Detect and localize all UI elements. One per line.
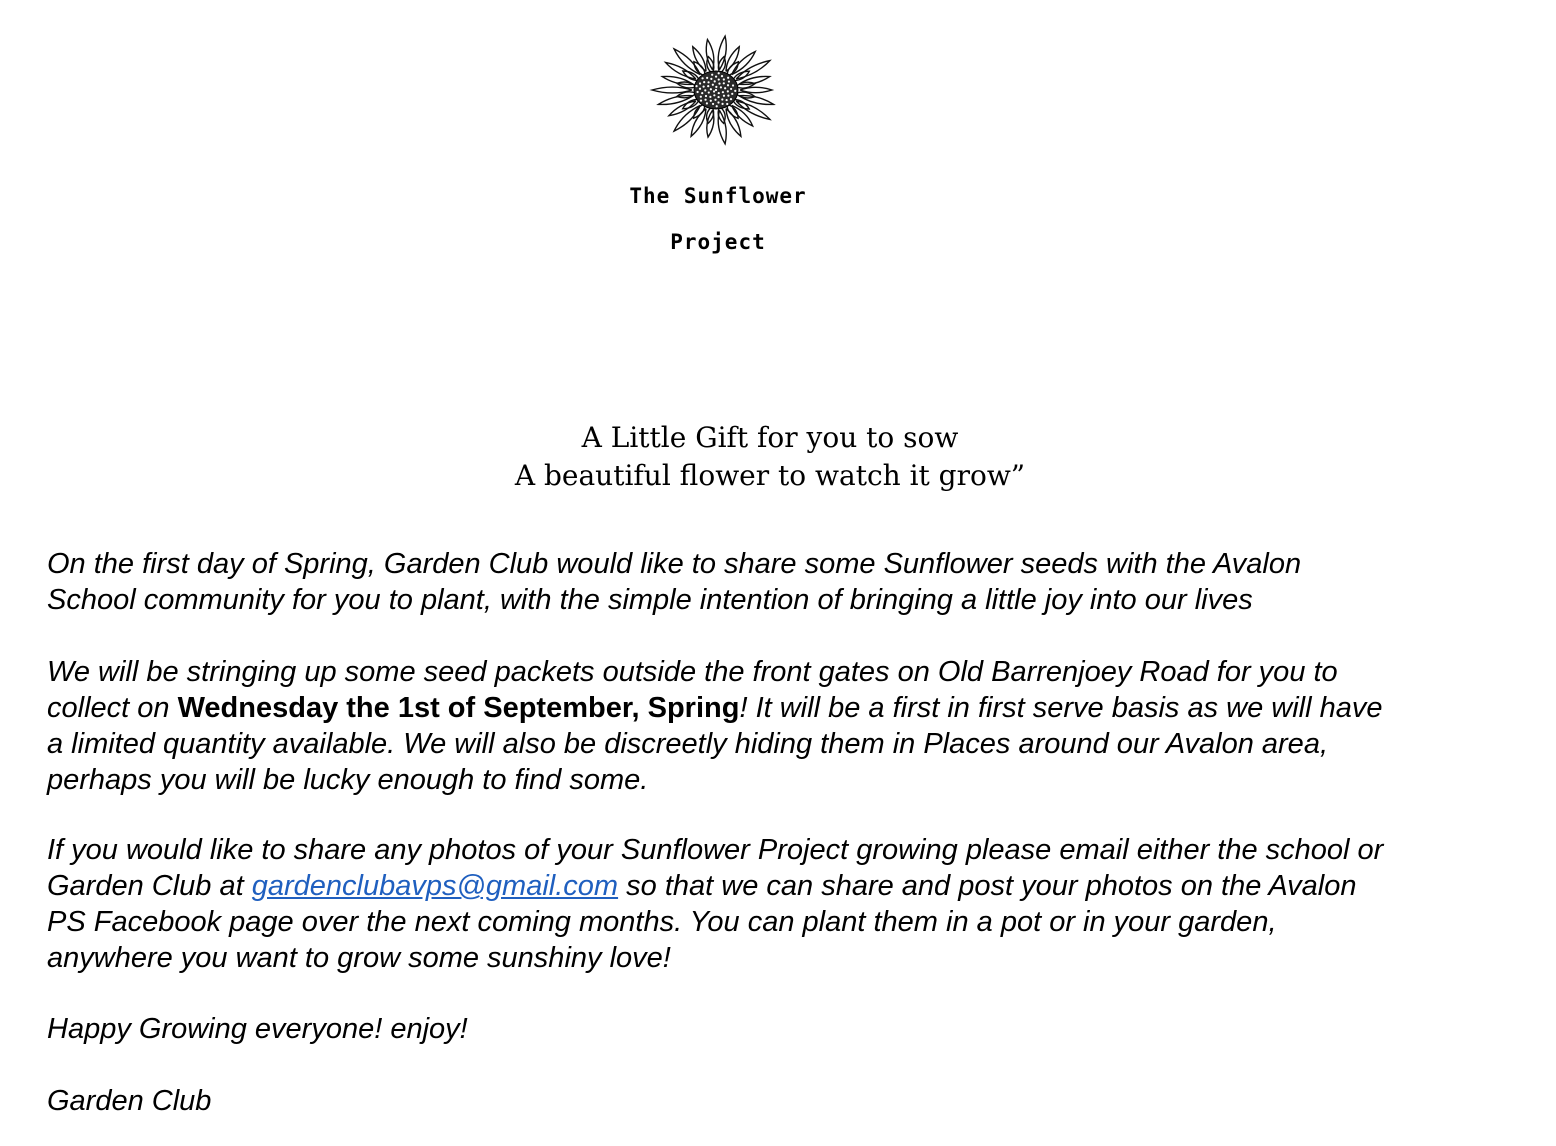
sunflower-seed (732, 84, 734, 86)
sunflower-seed (718, 72, 720, 74)
collection-line-1: We will be stringing up some seed packets outside the front gates on Old Barrenjoey Road for you to (47, 656, 1338, 688)
sunflower-seed (721, 103, 723, 105)
sunflower-seed (718, 92, 720, 94)
sunflower-seed (721, 98, 723, 100)
sunflower-seed (717, 96, 719, 98)
sunflower-seed (715, 89, 717, 91)
sunflower-seed (722, 91, 724, 93)
brand-title-line2: Project (670, 230, 766, 254)
sunflower-seed (713, 90, 715, 92)
sunflower-seed (723, 82, 725, 84)
photos-line-4: anywhere you want to grow some sunshiny love! (47, 942, 671, 974)
sunflower-seed (703, 86, 705, 88)
photos-line-2-start: Garden Club at (47, 870, 252, 902)
sunflower-icon (642, 30, 790, 152)
sunflower-seed (699, 82, 701, 84)
sunflower-seed (714, 80, 716, 82)
sunflower-seed (707, 85, 709, 87)
sunflower-seed (704, 99, 706, 101)
sunflower-seed (723, 95, 725, 97)
collection-line-3: a limited quantity available. We will also be discreetly hiding them in Places around our Avalon area, (47, 728, 1328, 760)
sunflower-seed (734, 90, 736, 92)
closing-line: Happy Growing everyone! enjoy! (47, 1013, 468, 1045)
collection-line-4: perhaps you will be lucky enough to find some. (47, 764, 649, 796)
sunflower-seed (711, 74, 713, 76)
sunflower-seed (710, 78, 712, 80)
intro-line-2: School community for you to plant, with the simple intention of bringing a little joy into our lives (47, 584, 1253, 616)
collection-paragraph (47, 654, 1527, 798)
sunflower-seed (704, 89, 706, 91)
sunflower-seed (728, 80, 730, 82)
sunflower-seed (710, 88, 712, 90)
sunflower-petal (726, 109, 741, 137)
sunflower-seed (710, 100, 712, 102)
sunflower-seed (730, 98, 732, 100)
sunflower-seed (727, 77, 729, 79)
sunflower-seed (718, 82, 720, 84)
sunflower-seed (712, 103, 714, 105)
sunflower-seed (695, 85, 697, 87)
sunflower-seed (724, 87, 726, 89)
sunflower-seed (718, 78, 720, 80)
sunflower-seed (715, 75, 717, 77)
sunflower-seed (699, 88, 701, 90)
collection-line-2-start: collect on (47, 692, 178, 724)
collection-line-2 (47, 690, 1527, 726)
intro-paragraph (47, 546, 1527, 618)
photos-paragraph (47, 832, 1527, 976)
sunflower-petal (691, 109, 706, 137)
email-link[interactable]: gardenclubavps@gmail.com (251, 870, 619, 902)
photos-line-1: If you would like to share any photos of your Sunflower Project growing please email either the school or (47, 834, 1384, 866)
collection-line-2-end: ! It will be a first in first serve basis as we will have (739, 692, 1383, 724)
sunflower-seed (703, 81, 705, 83)
sunflower-seed (700, 100, 702, 102)
intro-line-1: On the first day of Spring, Garden Club would like to share some Sunflower seeds with the Avalon (47, 548, 1302, 580)
sunflower-seed (727, 90, 729, 92)
sunflower-seed (712, 84, 714, 86)
sunflower-inner-petal (694, 104, 705, 118)
sunflower-seed (696, 91, 698, 93)
sunflower-seed (726, 99, 728, 101)
sunflower-inner-petal (727, 104, 738, 118)
photos-line-2-end: so that we can share and post your photos on the Avalon (618, 870, 1357, 902)
sunflower-seed (706, 77, 708, 79)
photos-line-2 (47, 868, 1527, 904)
sunflower-seed (727, 84, 729, 86)
sunflower-seed (708, 91, 710, 93)
sunflower-seed (707, 81, 709, 83)
sunflower-seed (720, 86, 722, 88)
sunflower-seed (715, 86, 717, 88)
sunflower-seed (717, 101, 719, 103)
sunflower-inner-petal (727, 62, 738, 76)
sunflower-seed (731, 93, 733, 95)
closing-paragraph (47, 1011, 1527, 1047)
sunflower-seed (721, 75, 723, 77)
sunflower-seed (709, 96, 711, 98)
sunflower-inner-petal (694, 62, 705, 76)
sunflower-seed (723, 78, 725, 80)
sunflower-seed (713, 94, 715, 96)
sunflower-seed (714, 99, 716, 101)
brand-title-line1: The Sunflower (629, 184, 807, 208)
sunflower-seed (706, 102, 708, 104)
sunflower-seed (705, 95, 707, 97)
sunflower-seed (727, 95, 729, 97)
sunflower-seed (700, 96, 702, 98)
photos-line-3: PS Facebook page over the next coming months. You can plant them in a pot or in your garden, (47, 906, 1277, 938)
sunflower-seed (701, 77, 703, 79)
poem-line-2: A beautiful flower to watch it grow” (514, 459, 1026, 492)
sunflower-seed (716, 105, 718, 107)
poem-line-1: A Little Gift for you to sow (581, 421, 959, 454)
signoff: Garden Club (47, 1085, 212, 1117)
sunflower-seed (726, 103, 728, 105)
collection-date: Wednesday the 1st of September, Spring (177, 692, 740, 724)
sunflower-seed (701, 92, 703, 94)
sunflower-seed (730, 88, 732, 90)
